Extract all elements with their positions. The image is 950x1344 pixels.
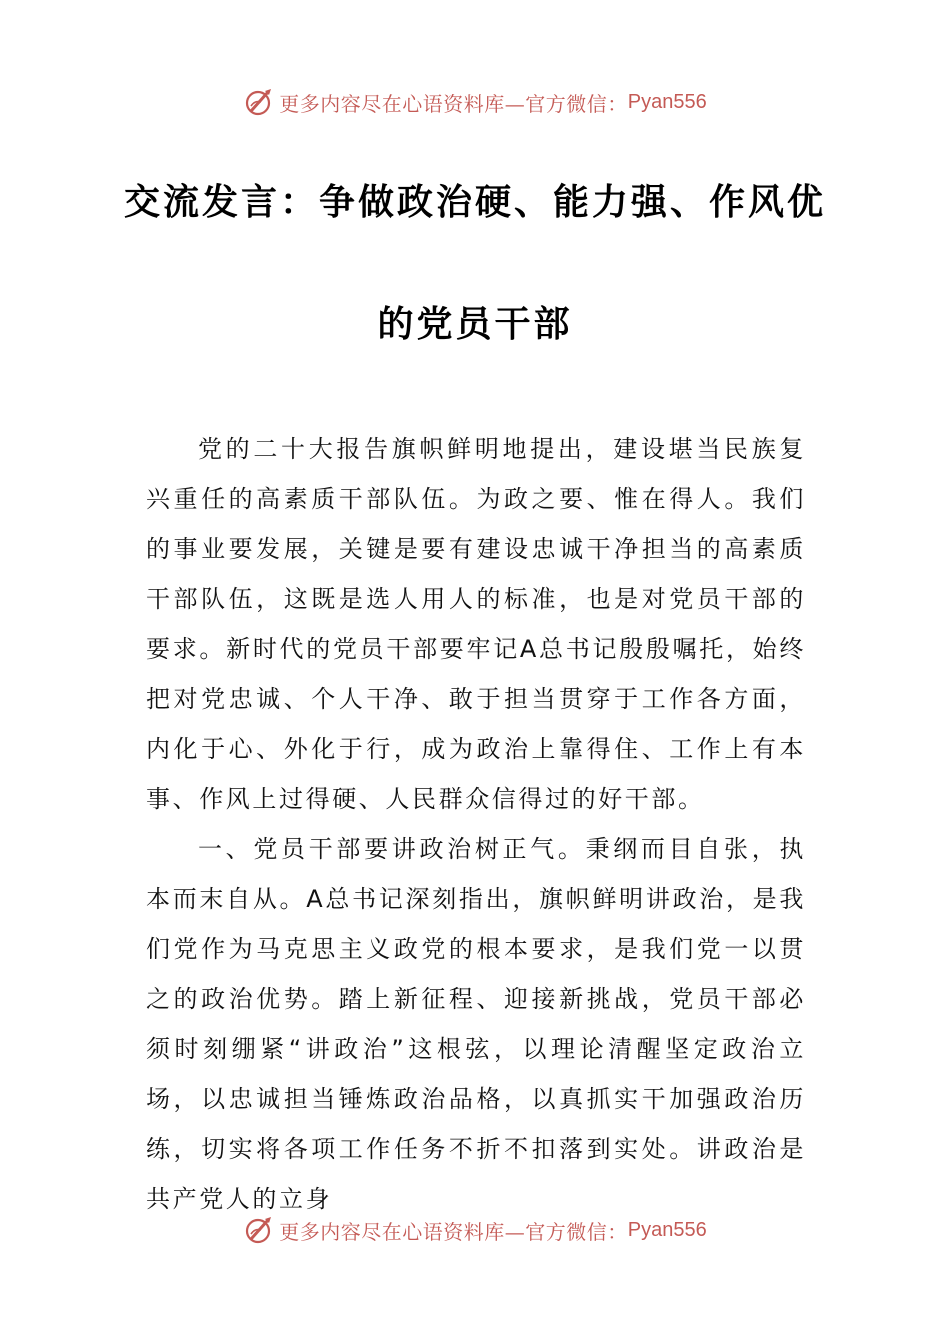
footer-promo-text: 更多内容尽在心语资料库—官方微信： — [279, 1219, 628, 1244]
header-promo-text: 更多内容尽在心语资料库—官方微信： — [279, 91, 628, 116]
header-banner — [0, 82, 950, 122]
body-paragraph-section-one: 一、党员干部要讲政治树正气。秉纲而目自张，执本而末自从。A总书记深刻指出，旗帜鲜明讲政治，是我们党作为马克思主义政党的根本要求，是我们党一以贯之的政治优势。踏上新征程、迎接新挑战，党员干部必须时刻绷紧“讲政治”这根弦，以理论清醒坚定政治立场，以忠诚担当锤炼政治品格，以真抓实干加强政治历练，切实将各项工作任务不折不扣落到实处。讲政治是共产党人的立身 — [146, 835, 806, 1213]
footer-wechat-id: Pyan556 — [627, 1218, 707, 1241]
pen-circle-logo-icon — [243, 1214, 275, 1246]
pen-circle-logo-icon — [243, 86, 275, 118]
document-title-line2: 的党员干部 — [377, 303, 573, 345]
footer-banner — [0, 1210, 950, 1250]
header-wechat-id: Pyan556 — [627, 90, 707, 113]
body-paragraph-intro: 党的二十大报告旗帜鲜明地提出，建设堪当民族复兴重任的高素质干部队伍。为政之要、惟在得人。我们的事业要发展，关键是要有建设忠诚干净担当的高素质干部队伍，这既是选人用人的标准，也是对党员干部的要求。新时代的党员干部要牢记A总书记殷殷嘱托，始终把对党忠诚、个人干净、敢于担当贯穿于工作各方面，内化于心、外化于行，成为政治上靠得住、工作上有本事、作风上过得硬、人民群众信得过的好干部。 — [146, 435, 806, 813]
document-body — [146, 424, 806, 1224]
document-title-line1: 交流发言：争做政治硬、能力强、作风优 — [123, 181, 826, 223]
